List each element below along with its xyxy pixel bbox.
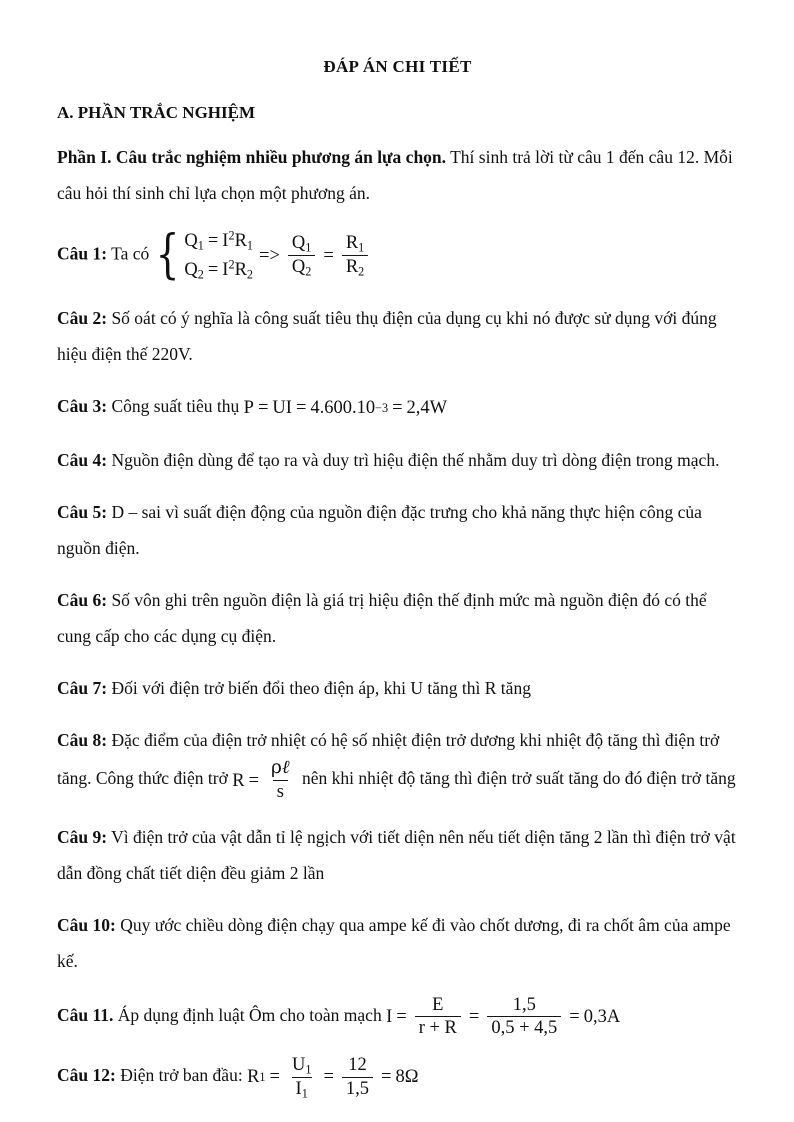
answer-2-text: Số oát có ý nghĩa là công suất tiêu thụ điện của dụng cụ khi nó được sử dụng với đúng hiệu điện thế 220V.	[57, 308, 717, 365]
q1-eq2-current-exp: 2	[228, 256, 235, 271]
q3-result: 2,4W	[406, 398, 448, 419]
answer-item-12	[57, 1039, 738, 1099]
q1-eq2-current: I	[222, 259, 229, 280]
section-heading-a: A. PHẦN TRẮC NGHIỆM	[57, 103, 256, 122]
document-content	[57, 0, 738, 1100]
system-row-2	[184, 256, 253, 285]
answer-10-label: Câu 10:	[57, 914, 116, 935]
answer-item-8	[57, 706, 738, 802]
q11-current-symbol: I	[386, 1006, 393, 1027]
q12-frac2-num: 12	[348, 1055, 367, 1076]
q12-frac1-den: I	[295, 1078, 302, 1099]
q1-eq1-resistance: R	[234, 231, 247, 251]
answer-item-7	[57, 654, 738, 706]
q11-equals-1: =	[396, 1006, 407, 1027]
answer-item-2	[57, 284, 738, 372]
answer-5-label: Câu 5:	[57, 502, 108, 523]
answer-11-label: Câu 11.	[57, 1005, 114, 1025]
answer-10-text: Quy ước chiều dòng điện chạy qua ampe kế đi vào chốt dương, đi ra chốt âm của ampe kế.	[57, 914, 731, 971]
answer-9-text: Vì điện trở của vật dẫn tỉ lệ ngịch với tiết diện nên nếu tiết diện tăng 2 lần thì điện trở vật dẫn đồng chất tiết diện đều giảm 2 lần	[57, 826, 736, 883]
q8-fraction	[267, 758, 294, 802]
q1-frac2-num-sub: 1	[358, 240, 365, 255]
answer-item-6	[57, 566, 738, 654]
q1-eq1-current-exp: 2	[228, 228, 235, 243]
answer-item-4	[57, 426, 738, 478]
equation-system	[151, 227, 253, 284]
q12-equals-3: =	[381, 1067, 392, 1088]
q11-fraction-symbolic	[415, 995, 461, 1039]
q1-frac2-den: R	[345, 257, 359, 278]
q3-equals-3: =	[392, 398, 403, 419]
answer-item-1	[57, 211, 738, 284]
q11-frac2-den: 0,5 + 4,5	[487, 1016, 561, 1039]
answer-item-9	[57, 803, 738, 891]
answer-8-text-part2: nên khi nhiệt độ tăng thì điện trở suất tăng do đó điện trở tăng	[297, 768, 736, 789]
q1-fraction-r	[342, 233, 368, 277]
q3-equals-1: =	[257, 398, 269, 419]
left-brace-icon: {	[155, 225, 180, 286]
q1-eq1-lhs: Q	[184, 231, 198, 251]
q1-eq1-resistance-sub: 1	[246, 238, 254, 253]
q8-rho-symbol: ρ	[271, 757, 282, 779]
q12-fraction-symbolic	[288, 1055, 315, 1099]
part-one-instructions	[57, 123, 738, 211]
part-one-label: Phần I. Câu trắc nghiệm nhiều phương án lựa chọn.	[57, 147, 447, 167]
answer-2-label: Câu 2:	[57, 308, 108, 329]
answer-11-formula	[386, 995, 620, 1039]
q1-fraction-q	[288, 233, 315, 277]
q1-eq1-current: I	[222, 231, 229, 251]
part-one-text: Thí sinh trả lời từ câu 1 đến câu 12. Mỗi câu hỏi thí sinh chỉ lựa chọn một phương án.	[57, 147, 733, 203]
answer-4-text: Nguồn điện dùng để tạo ra và duy trì hiệu điện thế nhằm duy trì dòng điện trong mạch.	[107, 450, 720, 471]
answer-8-label: Câu 8:	[57, 730, 108, 751]
answer-4-label: Câu 4:	[57, 450, 108, 471]
q1-eq2-lhs: Q	[184, 259, 198, 280]
q1-equals-operator: =	[323, 245, 334, 266]
q1-eq2-resistance-sub: 2	[246, 267, 254, 282]
q1-eq1-equals: =	[207, 231, 219, 251]
q1-frac1-num: Q	[291, 233, 306, 254]
q3-value: 4.600.10	[310, 398, 376, 419]
q11-equals-2: =	[468, 1006, 480, 1027]
answer-12-text: Điện trở ban đầu:	[115, 1065, 248, 1086]
answer-11-text: Áp dụng định luật Ôm cho toàn mạch	[113, 1005, 387, 1025]
answer-3-label: Câu 3:	[57, 396, 108, 417]
q1-eq2-lhs-sub: 2	[197, 267, 204, 282]
q3-power-symbol: P	[243, 398, 254, 419]
q12-resistance-symbol: R	[247, 1067, 260, 1088]
answer-1-formula	[149, 227, 372, 284]
answer-item-10	[57, 891, 738, 979]
q1-implies-operator: =>	[259, 245, 280, 266]
q1-frac2-num: R	[345, 233, 359, 254]
q11-equals-3: =	[569, 1006, 580, 1027]
answer-8-formula	[232, 758, 297, 802]
answer-1-intro: Ta có	[107, 243, 150, 264]
answer-12-formula: R 1 = $\frac{U_1}{I_1}$ = $\frac{12}{1,5}$ = 8Ω	[247, 1055, 419, 1101]
q11-result: 0,3A	[583, 1006, 621, 1027]
answer-item-5	[57, 478, 738, 566]
q12-result: 8Ω	[395, 1067, 419, 1088]
answer-3-text: Công suất tiêu thụ	[107, 396, 244, 417]
q12-frac1-den-sub: 1	[301, 1086, 308, 1101]
q8-resistance-symbol: R	[232, 770, 245, 791]
q1-frac1-den: Q	[291, 257, 306, 278]
answer-1-label: Câu 1:	[57, 243, 108, 264]
q11-frac1-num: E	[432, 994, 444, 1015]
q11-fraction-numeric	[487, 995, 561, 1039]
answer-6-text: Số vôn ghi trên nguồn điện là giá trị hiệu điện thế định mức mà nguồn điện đó có thể cung cấp cho các dụng cụ điện.	[57, 590, 707, 647]
answer-7-label: Câu 7:	[57, 678, 108, 699]
q12-fraction-numeric	[342, 1055, 373, 1099]
q12-equals-1: =	[269, 1067, 280, 1088]
answer-12-label: Câu 12:	[57, 1065, 116, 1086]
answer-item-11	[57, 979, 738, 1039]
q1-eq2-equals: =	[207, 259, 219, 280]
q1-frac1-den-sub: 2	[305, 264, 312, 279]
q8-equals: =	[248, 770, 260, 791]
answer-5-text: D – sai vì suất điện động của nguồn điện đặc trưng cho khả năng thực hiện công của nguồn điện.	[57, 502, 702, 559]
answer-3-formula: P = UI = 4.600.10 −3 = 2,4W	[244, 390, 447, 426]
q8-denominator: s	[273, 780, 288, 803]
q1-eq2-resistance: R	[234, 259, 247, 280]
q11-frac1-den: r + R	[415, 1016, 461, 1039]
q12-frac2-den: 1,5	[342, 1077, 373, 1100]
q11-frac2-num: 1,5	[512, 994, 536, 1015]
q1-eq1-lhs-sub: 1	[197, 238, 204, 253]
q3-ui-term: UI	[272, 398, 292, 419]
q12-frac1-num-sub: 1	[305, 1062, 312, 1077]
q3-equals-2: =	[295, 398, 307, 419]
q12-frac1-num: U	[291, 1055, 306, 1076]
answer-item-3	[57, 372, 738, 426]
answer-7-text: Đối với điện trở biến đổi theo điện áp, khi U tăng thì R tăng	[107, 678, 531, 699]
q12-equals-2: =	[323, 1067, 334, 1088]
answer-9-label: Câu 9:	[57, 826, 108, 847]
system-row-1	[184, 227, 253, 256]
q8-ell-symbol: ℓ	[281, 757, 290, 779]
page-title: ĐÁP ÁN CHI TIẾT	[323, 57, 472, 76]
q1-frac1-num-sub: 1	[305, 240, 312, 255]
answer-8-text-part1: Đặc điểm của điện trở nhiệt có hệ số nhiệt điện trở dương khi nhiệt độ tăng thì điện trở tăng. Công thức điện trở	[57, 730, 720, 789]
answer-6-label: Câu 6:	[57, 590, 108, 611]
q1-frac2-den-sub: 2	[358, 264, 365, 279]
